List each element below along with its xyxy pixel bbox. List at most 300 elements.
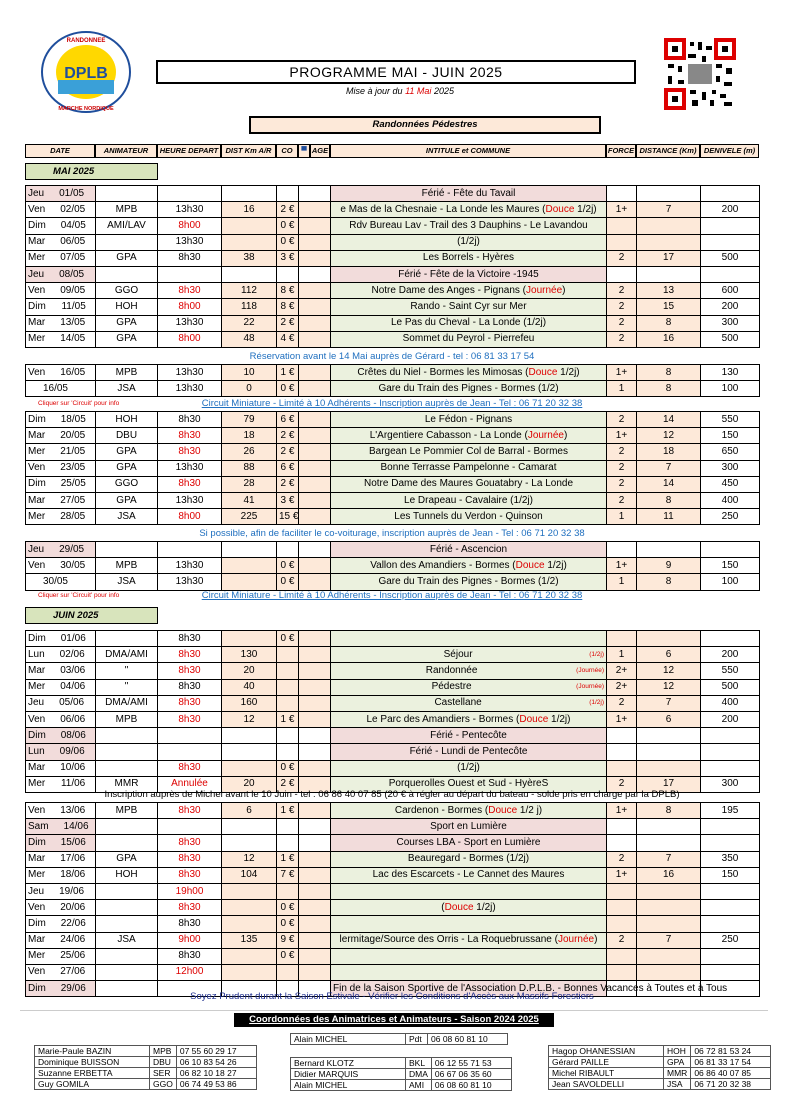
- denivele-cell: 195: [701, 803, 760, 819]
- animateur-cell: DBU: [96, 428, 158, 444]
- cout-cell: 8 €: [277, 299, 299, 315]
- contact-name: Michel RIBAULT: [549, 1068, 664, 1079]
- day-date: 28/05: [60, 510, 86, 522]
- denivele-cell: 450: [701, 476, 760, 492]
- table-row: [26, 835, 760, 851]
- contact-phone[interactable]: 06 67 06 35 60: [431, 1069, 511, 1080]
- table-row: [26, 663, 760, 679]
- intitule-cell: Crêtes du Niel - Bormes les Mimosas (Douce 1/2j): [331, 365, 607, 381]
- day-name: Jeu: [28, 187, 45, 199]
- date-cell: [26, 695, 96, 711]
- animateur-cell: [96, 916, 158, 932]
- age-cell: [299, 283, 331, 299]
- animateur-cell: [96, 948, 158, 964]
- day-name: Jeu: [28, 885, 45, 897]
- heure-cell: 13h30: [158, 315, 222, 331]
- heure-cell: 8h30: [158, 867, 222, 883]
- contact-code: DBU: [150, 1057, 177, 1068]
- intitule-cell: Sommet du Peyrol - Pierrefeu: [331, 331, 607, 347]
- header-force: FORCE: [606, 144, 636, 158]
- day-date: 03/06: [60, 664, 86, 676]
- table-row: [26, 250, 760, 266]
- force-cell: 2: [607, 851, 637, 867]
- dist-cell: [222, 558, 277, 574]
- force-cell: 2: [607, 315, 637, 331]
- dist-cell: [222, 835, 277, 851]
- table-row: [26, 202, 760, 218]
- animateur-cell: [96, 542, 158, 558]
- denivele-cell: 200: [701, 202, 760, 218]
- note-circuit[interactable]: Circuit Miniature - Limité à 10 Adhérents - Inscription auprès de Jean - Tel : 06 71 20 32 38: [201, 398, 583, 409]
- day-name: Ven: [28, 901, 46, 913]
- dist-cell: 12: [222, 851, 277, 867]
- day-date: 27/05: [60, 494, 86, 506]
- distance-cell: 7: [637, 202, 701, 218]
- date-cell: [26, 558, 96, 574]
- table-row: [26, 299, 760, 315]
- animateur-cell: [96, 900, 158, 916]
- cout-cell: 6 €: [277, 460, 299, 476]
- denivele-cell: [701, 218, 760, 234]
- dist-cell: 38: [222, 250, 277, 266]
- date-cell: [26, 315, 96, 331]
- cout-cell: [277, 883, 299, 899]
- force-cell: 2: [607, 932, 637, 948]
- date-cell: [26, 412, 96, 428]
- table-row: [26, 381, 760, 397]
- force-cell: 1: [607, 509, 637, 525]
- denivele-cell: 130: [701, 365, 760, 381]
- contact-phone[interactable]: 06 10 83 54 26: [176, 1057, 256, 1068]
- day-date: 08/06: [60, 729, 86, 741]
- header-co: CO: [276, 144, 298, 158]
- day-date: 13/05: [60, 317, 86, 329]
- age-cell: [299, 444, 331, 460]
- intitule-cell: Rdv Bureau Lav - Trail des 3 Dauphins - Le Lavandou: [331, 218, 607, 234]
- age-cell: [299, 412, 331, 428]
- intitule-cell: Courses LBA - Sport en Lumière: [331, 835, 607, 851]
- table-row: [26, 542, 760, 558]
- animateur-cell: JSA: [96, 574, 158, 590]
- day-name: Ven: [28, 366, 46, 378]
- date-cell: [26, 574, 96, 590]
- day-date: 04/05: [60, 219, 86, 231]
- cout-cell: [277, 695, 299, 711]
- coords-president: [290, 1033, 508, 1045]
- day-name: Lun: [28, 648, 45, 660]
- heure-cell: [158, 542, 222, 558]
- dist-cell: [222, 542, 277, 558]
- dist-cell: 26: [222, 444, 277, 460]
- header-denivele: DENIVELE (m): [700, 144, 759, 158]
- age-cell: [299, 916, 331, 932]
- contact-phone[interactable]: 07 55 60 29 17: [176, 1046, 256, 1057]
- age-cell: [299, 365, 331, 381]
- table-row: [26, 476, 760, 492]
- intitule-cell: Le Parc des Amandiers - Bormes (Douce 1/2j): [331, 711, 607, 727]
- age-cell: [299, 631, 331, 647]
- table-row: [26, 728, 760, 744]
- heure-cell: 8h00: [158, 331, 222, 347]
- day-name: Mer: [28, 869, 46, 881]
- distance-cell: 6: [637, 711, 701, 727]
- contact-row: [549, 1046, 771, 1057]
- denivele-cell: 500: [701, 679, 760, 695]
- section-juin: JUIN 2025: [25, 607, 158, 624]
- day-date: 15/06: [60, 836, 86, 848]
- day-name: Dim: [28, 478, 46, 490]
- cout-cell: 2 €: [277, 315, 299, 331]
- force-cell: [607, 760, 637, 776]
- age-cell: [299, 266, 331, 282]
- intitule-cell: Castellane (1/2j): [331, 695, 607, 711]
- contact-row: [549, 1079, 771, 1090]
- force-cell: [607, 883, 637, 899]
- cout-cell: [277, 728, 299, 744]
- cout-cell: 2 €: [277, 428, 299, 444]
- animateur-cell: JSA: [96, 381, 158, 397]
- age-cell: [299, 851, 331, 867]
- contact-row: [35, 1046, 257, 1057]
- table-row: [26, 492, 760, 508]
- animateur-cell: GPA: [96, 851, 158, 867]
- animateur-cell: MPB: [96, 365, 158, 381]
- day-date: 30/05: [42, 575, 68, 587]
- denivele-cell: 600: [701, 283, 760, 299]
- heure-cell: 9h00: [158, 932, 222, 948]
- intitule-cell: Beauregard - Bormes (1/2j): [331, 851, 607, 867]
- dist-cell: 28: [222, 476, 277, 492]
- date-cell: [26, 283, 96, 299]
- contact-phone[interactable]: 06 81 33 17 54: [691, 1057, 771, 1068]
- day-date: 20/05: [60, 429, 86, 441]
- force-cell: 1: [607, 647, 637, 663]
- animateur-cell: [96, 728, 158, 744]
- contact-row: [291, 1058, 512, 1069]
- cout-cell: [277, 964, 299, 980]
- animateur-cell: [96, 964, 158, 980]
- day-name: Ven: [28, 559, 46, 571]
- contact-name: Dominique BUISSON: [35, 1057, 150, 1068]
- svg-text:MARCHE NORDIQUE: MARCHE NORDIQUE: [58, 106, 114, 112]
- day-date: 18/05: [60, 413, 86, 425]
- table-row: [26, 444, 760, 460]
- update-prefix: Mise à jour du: [346, 86, 403, 96]
- intitule-cell: e Mas de la Chesnaie - La Londe les Maures (Douce 1/2j): [331, 202, 607, 218]
- day-date: 01/06: [60, 632, 86, 644]
- animateur-cell: GPA: [96, 492, 158, 508]
- dist-cell: 12: [222, 711, 277, 727]
- heure-cell: 8h00: [158, 299, 222, 315]
- day-name: Sam: [28, 820, 49, 832]
- circuit-hint-2: Cliquer sur 'Circuit' pour info: [38, 592, 120, 599]
- force-cell: [607, 542, 637, 558]
- day-name: Lun: [28, 745, 45, 757]
- day-name: Dim: [28, 836, 46, 848]
- day-name: Mar: [28, 762, 46, 774]
- intitule-cell: Lac des Escarcets - Le Cannet des Maures: [331, 867, 607, 883]
- contact-phone[interactable]: 06 08 60 81 10: [431, 1080, 511, 1091]
- intitule-cell: [331, 631, 607, 647]
- contact-name: Jean SAVOLDELLI: [549, 1079, 664, 1090]
- dist-cell: [222, 728, 277, 744]
- force-cell: [607, 964, 637, 980]
- contact-phone[interactable]: 06 86 40 07 85: [691, 1068, 771, 1079]
- denivele-cell: 400: [701, 695, 760, 711]
- contact-phone[interactable]: 06 72 81 53 24: [691, 1046, 771, 1057]
- heure-cell: 13h30: [158, 558, 222, 574]
- date-cell: [26, 851, 96, 867]
- force-cell: 2: [607, 695, 637, 711]
- age-cell: [299, 509, 331, 525]
- distance-cell: [637, 835, 701, 851]
- table-row: [26, 948, 760, 964]
- intitule-cell: Cardenon - Bormes (Douce 1/2 j): [331, 803, 607, 819]
- day-name: Mer: [28, 681, 46, 693]
- intitule-cell: Le Drapeau - Cavalaire (1/2j): [331, 492, 607, 508]
- age-cell: [299, 234, 331, 250]
- intitule-cell: L'Argentiere Cabasson - La Londe (Journée): [331, 428, 607, 444]
- denivele-cell: [701, 948, 760, 964]
- cout-cell: 2 €: [277, 776, 299, 792]
- date-cell: [26, 444, 96, 460]
- table-row: [26, 558, 760, 574]
- contact-row: [291, 1034, 508, 1045]
- contact-name: Gérard PAILLE: [549, 1057, 664, 1068]
- table-row: [26, 460, 760, 476]
- day-date: 29/05: [59, 543, 85, 555]
- contact-row: [549, 1068, 771, 1079]
- qr-code[interactable]: [664, 38, 736, 110]
- sejour-duration: (1/2j): [589, 699, 604, 707]
- cout-cell: [277, 663, 299, 679]
- age-cell: [299, 331, 331, 347]
- intitule-cell: Séjour (1/2j): [331, 647, 607, 663]
- force-cell: 2+: [607, 679, 637, 695]
- age-cell: [299, 428, 331, 444]
- distance-cell: [637, 948, 701, 964]
- day-date: 25/05: [60, 478, 86, 490]
- denivele-cell: 150: [701, 428, 760, 444]
- distance-cell: 9: [637, 558, 701, 574]
- juin-table: [25, 630, 760, 793]
- table-row: [26, 412, 760, 428]
- heure-cell: 8h30: [158, 647, 222, 663]
- dist-cell: 20: [222, 663, 277, 679]
- cout-cell: 7 €: [277, 867, 299, 883]
- age-cell: [299, 932, 331, 948]
- denivele-cell: 250: [701, 932, 760, 948]
- header-date: DATE: [25, 144, 95, 158]
- denivele-cell: [701, 916, 760, 932]
- animateur-cell: DMA/AMI: [96, 695, 158, 711]
- day-name: Mar: [28, 934, 46, 946]
- table-row: [26, 186, 760, 202]
- date-cell: [26, 202, 96, 218]
- dist-cell: 79: [222, 412, 277, 428]
- cout-cell: [277, 679, 299, 695]
- distance-cell: [637, 218, 701, 234]
- contact-phone[interactable]: 06 82 10 18 27: [176, 1068, 256, 1079]
- dist-cell: [222, 266, 277, 282]
- coords-mid: [290, 1057, 512, 1091]
- dist-cell: [222, 744, 277, 760]
- force-cell: 1+: [607, 365, 637, 381]
- distance-cell: [637, 883, 701, 899]
- cout-cell: [277, 744, 299, 760]
- force-cell: 2: [607, 250, 637, 266]
- table-row: [26, 631, 760, 647]
- heure-cell: 8h30: [158, 663, 222, 679]
- sejour-duration: (Journée): [576, 666, 604, 674]
- dist-cell: [222, 916, 277, 932]
- contact-name: Didier MARQUIS: [291, 1069, 406, 1080]
- age-cell: [299, 381, 331, 397]
- dist-cell: 40: [222, 679, 277, 695]
- age-cell: [299, 819, 331, 835]
- heure-cell: 8h30: [158, 916, 222, 932]
- note-covoiturage: Si possible, afin de faciliter le co-voiturage, inscription auprès de Jean - Tel : 06 71 20 32 38: [199, 528, 585, 539]
- animateur-cell: [96, 266, 158, 282]
- distance-cell: 8: [637, 574, 701, 590]
- svg-text:DPLB: DPLB: [64, 65, 108, 82]
- heure-cell: 13h30: [158, 234, 222, 250]
- age-cell: [299, 900, 331, 916]
- mai-table-4: [25, 541, 760, 591]
- intitule-cell: Notre Dame des Maures Gouatabry - La Londe: [331, 476, 607, 492]
- date-cell: [26, 331, 96, 347]
- animateur-cell: MPB: [96, 803, 158, 819]
- day-date: 16/05: [60, 366, 86, 378]
- day-name: Ven: [28, 203, 46, 215]
- header-distance: DISTANCE (Km): [636, 144, 700, 158]
- date-cell: [26, 711, 96, 727]
- intitule-cell: Bonne Terrasse Pampelonne - Camarat: [331, 460, 607, 476]
- distance-cell: 7: [637, 932, 701, 948]
- date-cell: [26, 916, 96, 932]
- day-name: Mar: [28, 429, 46, 441]
- animateur-cell: GPA: [96, 460, 158, 476]
- contact-name: Bernard KLOTZ: [291, 1058, 406, 1069]
- day-name: Dim: [28, 982, 46, 994]
- force-cell: [607, 186, 637, 202]
- cout-cell: [277, 186, 299, 202]
- age-cell: [299, 558, 331, 574]
- dist-cell: [222, 760, 277, 776]
- mai-table: [25, 185, 760, 348]
- heure-cell: [158, 728, 222, 744]
- distance-cell: 8: [637, 315, 701, 331]
- contact-phone[interactable]: 06 71 20 32 38: [691, 1079, 771, 1090]
- denivele-cell: 100: [701, 381, 760, 397]
- cout-cell: 0 €: [277, 900, 299, 916]
- age-cell: [299, 964, 331, 980]
- heure-cell: 8h30: [158, 412, 222, 428]
- table-row: [26, 365, 760, 381]
- heure-cell: 13h30: [158, 202, 222, 218]
- heure-cell: Annulée: [158, 776, 222, 792]
- denivele-cell: [701, 186, 760, 202]
- animateur-cell: MPB: [96, 202, 158, 218]
- distance-cell: [637, 186, 701, 202]
- contact-phone[interactable]: 06 12 55 71 53: [431, 1058, 511, 1069]
- table-row: [26, 803, 760, 819]
- animateur-cell: GGO: [96, 283, 158, 299]
- denivele-cell: 300: [701, 460, 760, 476]
- note-prudence: Soyez Prudent durant la Saison Estivale - Vérifier les Conditions d'Accès aux Massifs Forestiers: [190, 991, 594, 1002]
- subtitle: Randonnées Pédestres: [249, 116, 601, 134]
- force-cell: 2: [607, 444, 637, 460]
- distance-cell: 8: [637, 365, 701, 381]
- note-porquerolles: Inscription auprès de Michel avant le 10 Juin - tel : 06 86 40 07 85 (20 € à régler au départ du bateau - solde pris en charge par la DPLB): [104, 789, 680, 800]
- contact-phone[interactable]: 06 74 49 53 86: [176, 1079, 256, 1090]
- force-cell: 2: [607, 283, 637, 299]
- date-cell: [26, 509, 96, 525]
- contact-code: AMI: [406, 1080, 432, 1091]
- denivele-cell: [701, 819, 760, 835]
- note-circuit-2[interactable]: Circuit Miniature - Limité à 10 Adhérents - Inscription auprès de Jean - Tel : 06 71 20 32 38: [201, 590, 583, 601]
- day-name: Mer: [28, 778, 46, 790]
- day-name: Ven: [28, 804, 46, 816]
- table-row: [26, 509, 760, 525]
- distance-cell: 16: [637, 867, 701, 883]
- day-date: 20/06: [60, 901, 86, 913]
- intitule-cell: (1/2j): [331, 234, 607, 250]
- dist-cell: 20: [222, 776, 277, 792]
- distance-cell: 12: [637, 663, 701, 679]
- table-row: [26, 900, 760, 916]
- day-name: Ven: [28, 966, 46, 978]
- heure-cell: 13h30: [158, 365, 222, 381]
- date-cell: [26, 299, 96, 315]
- date-cell: [26, 365, 96, 381]
- day-date: 09/05: [60, 284, 86, 296]
- denivele-cell: 400: [701, 492, 760, 508]
- table-row: [26, 647, 760, 663]
- force-cell: 2: [607, 331, 637, 347]
- age-cell: [299, 218, 331, 234]
- distance-cell: [637, 760, 701, 776]
- circuit-hint: Cliquer sur 'Circuit' pour info: [38, 400, 120, 407]
- day-date: 08/05: [59, 268, 85, 280]
- sejour-duration: (Journée): [576, 683, 604, 691]
- animateur-cell: [96, 819, 158, 835]
- date-cell: [26, 728, 96, 744]
- date-cell: [26, 234, 96, 250]
- heure-cell: 8h30: [158, 695, 222, 711]
- dist-cell: 0: [222, 381, 277, 397]
- dist-cell: 48: [222, 331, 277, 347]
- age-cell: [299, 492, 331, 508]
- animateur-cell: [96, 744, 158, 760]
- dist-cell: [222, 964, 277, 980]
- cout-cell: 4 €: [277, 331, 299, 347]
- dist-cell: 130: [222, 647, 277, 663]
- heure-cell: [158, 186, 222, 202]
- denivele-cell: 350: [701, 851, 760, 867]
- cout-cell: [277, 542, 299, 558]
- contact-phone[interactable]: 06 08 60 81 10: [428, 1034, 508, 1045]
- heure-cell: 8h30: [158, 900, 222, 916]
- dist-cell: 6: [222, 803, 277, 819]
- day-name: Dim: [28, 413, 46, 425]
- denivele-cell: 500: [701, 331, 760, 347]
- dist-cell: [222, 186, 277, 202]
- cout-cell: 0 €: [277, 574, 299, 590]
- update-date: [250, 86, 550, 96]
- date-cell: [26, 647, 96, 663]
- intitule-cell: Férié - Fête de la Victoire -1945: [331, 266, 607, 282]
